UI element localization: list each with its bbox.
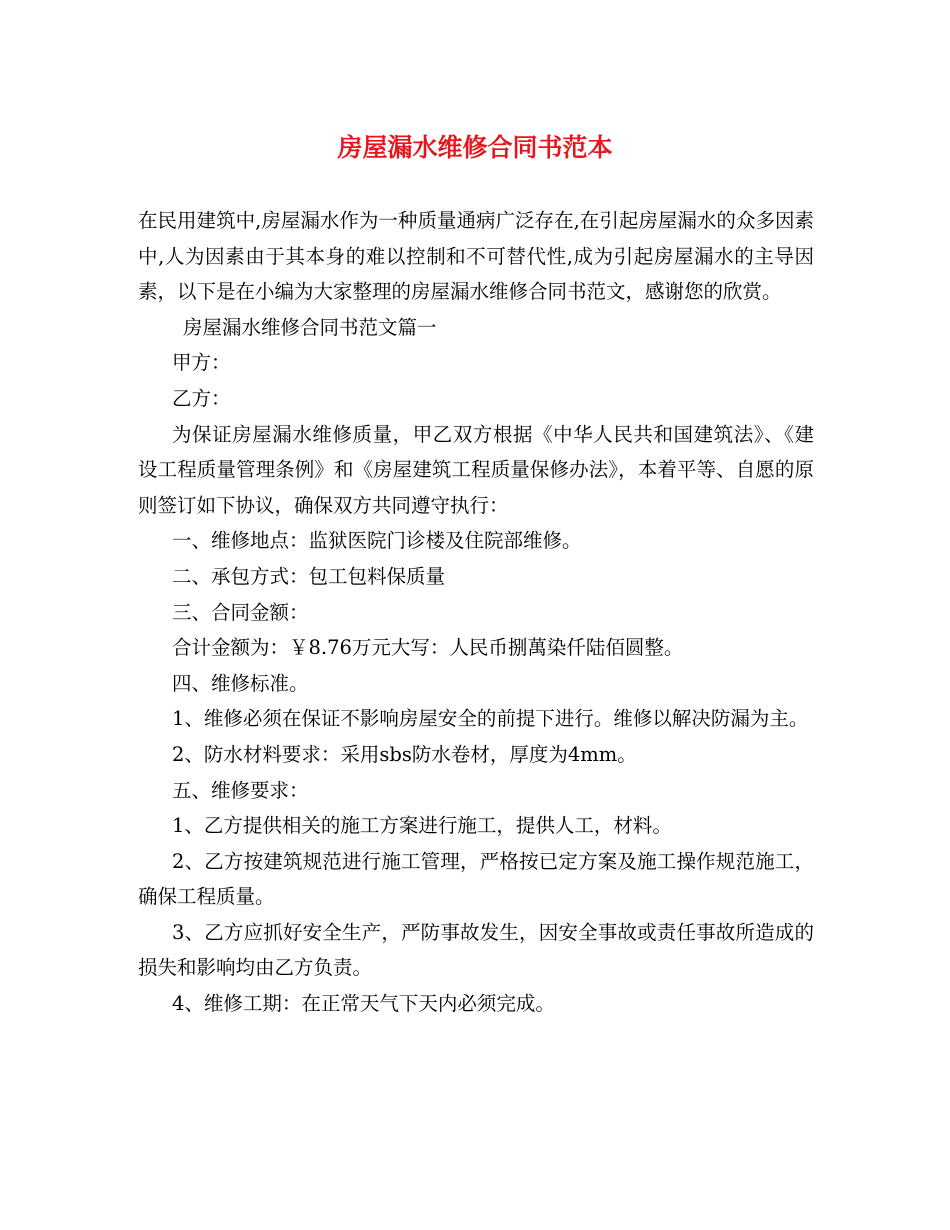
amount-line: 合计金额为：￥8.76万元大写：人民币捌萬染仟陆佰圆整。 xyxy=(172,636,684,660)
requirement-item-1: 1、乙方提供相关的施工方案进行施工，提供人工，材料。 xyxy=(172,814,672,838)
document-title: 房屋漏水维修合同书范本 xyxy=(337,133,613,162)
clause-repair-requirements: 五、维修要求： xyxy=(172,778,309,802)
requirement-item-4: 4、维修工期：在正常天气下天内必须完成。 xyxy=(172,992,555,1016)
clause-contract-mode: 二、承包方式：包工包料保质量 xyxy=(172,564,446,588)
document-body xyxy=(138,203,814,1022)
intro-paragraph: 在民用建筑中,房屋漏水作为一种质量通病广泛存在,在引起房屋漏水的众多因素中,人为因素由于其本身的难以控制和不可替代性,成为引起房屋漏水的主导因素，以下是在小编为大家整理的房屋漏水维修合同书范文，感谢您的欣赏。 xyxy=(138,209,814,304)
standard-item-1: 1、维修必须在保证不影响房屋安全的前提下进行。维修以解决防漏为主。 xyxy=(172,707,809,731)
standard-item-2: 2、防水材料要求：采用sbs防水卷材，厚度为4mm。 xyxy=(172,742,637,766)
party-a-line: 甲方： xyxy=(172,351,231,375)
clause-location: 一、维修地点：监狱医院门诊楼及住院部维修。 xyxy=(172,529,582,553)
section-heading: 房屋漏水维修合同书范文篇一 xyxy=(183,315,437,339)
clause-contract-amount: 三、合同金额： xyxy=(172,600,309,624)
clause-repair-standard: 四、维修标准。 xyxy=(172,671,309,695)
requirement-item-2: 2、乙方按建筑规范进行施工管理，严格按已定方案及施工操作规范施工，确保工程质量。 xyxy=(138,849,814,909)
preamble-paragraph: 为保证房屋漏水维修质量，甲乙双方根据《中华人民共和国建筑法》、《建设工程质量管理条例》和《房屋建筑工程质量保修办法》，本着平等、自愿的原则签订如下协议，确保双方共同遵守执行： xyxy=(138,422,814,517)
party-b-line: 乙方： xyxy=(172,386,231,410)
requirement-item-3: 3、乙方应抓好安全生产，严防事故发生，因安全事故或责任事故所造成的损失和影响均由乙方负责。 xyxy=(138,920,814,980)
